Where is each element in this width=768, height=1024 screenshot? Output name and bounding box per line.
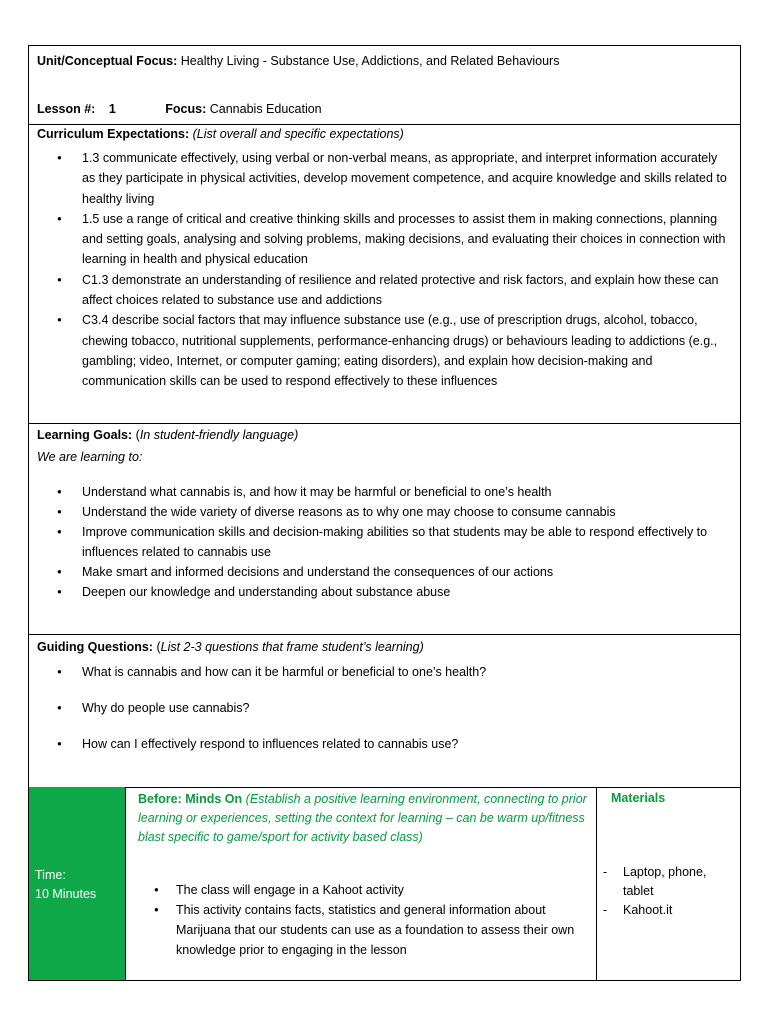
list-item: ● This activity contains facts, statistics and general information about Marijuana that our students can use as a foundation to assess their own knowledge prior to engaging in the lesson	[126, 900, 588, 960]
list-item: ● Deepen our knowledge and understanding about substance abuse	[29, 582, 732, 602]
minds-on-cell	[126, 787, 597, 980]
lesson-line	[37, 102, 322, 116]
curriculum-list	[29, 148, 732, 392]
list-item: ● Improve communication skills and decision-making abilities so that students may be able to respond effectively to influences related to cannabis use	[29, 522, 732, 562]
list-item: ● Understand the wide variety of diverse reasons as to why one may choose to consume cannabis	[29, 502, 732, 522]
goals-label: Learning Goals:	[37, 428, 133, 442]
unit-line	[37, 54, 559, 68]
learning-goals-section	[28, 423, 741, 635]
time-value: 10 Minutes	[35, 887, 97, 901]
goals-intro: We are learning to:	[37, 450, 143, 464]
questions-note: List 2-3 questions that frame student’s learning)	[160, 640, 424, 654]
questions-label: Guiding Questions:	[37, 640, 153, 654]
time-label: Time:	[35, 868, 66, 882]
material-item: Laptop, phone, tablet	[623, 865, 707, 898]
list-item: ● 1.5 use a range of critical and creative thinking skills and processes to assist them in making connections, planning and setting goals, analysing and solving problems, making decisions, and evaluating their choices in connection with learning in health and physical education	[29, 209, 732, 270]
materials-cell: Materials - Laptop, phone, tablet - Kahoot.it	[597, 787, 740, 980]
guiding-questions-section	[28, 634, 741, 788]
focus-label: Focus:	[165, 102, 207, 116]
list-item: ● C1.3 demonstrate an understanding of resilience and related protective and risk factors, and explain how these can affect choices related to substance use and addictions	[29, 270, 732, 311]
questions-list	[29, 662, 732, 770]
list-item: ● Understand what cannabis is, and how it may be harmful or beneficial to one’s health	[29, 482, 732, 502]
before-section	[28, 787, 741, 981]
materials-label: Materials	[611, 791, 666, 805]
unit-label: Unit/Conceptual Focus:	[37, 54, 178, 68]
minds-on-note: (Establish a positive learning environment, connecting to prior learning or experiences, setting the context for learning – can be warm up/fitness blast specific to game/sport for activity based class)	[138, 792, 587, 844]
time-cell	[29, 787, 126, 980]
list-item: ● C3.4 describe social factors that may influence substance use (e.g., use of prescription drugs, alcohol, tobacco, chewing tobacco, nutritional supplements, performance-enhancing drugs) or behaviours leading to addictions (e.g., gambling; video, Internet, or computer gaming; eating disorders), and explain how decision-making and communication skills can be used to respond effectively to these influences	[29, 310, 732, 391]
focus-value: Cannabis Education	[209, 102, 322, 116]
curriculum-section	[28, 123, 741, 424]
lesson-number: 1	[108, 102, 116, 116]
list-item: ● 1.3 communicate effectively, using verbal or non-verbal means, as appropriate, and interpret information accurately as they participate in physical activities, develop movement competence, and acquire knowledge and skills related to healthy living	[29, 148, 732, 209]
lesson-label: Lesson #:	[37, 102, 96, 116]
goals-note: In student-friendly language)	[139, 428, 299, 442]
minds-on-title: Before: Minds On	[138, 792, 243, 806]
curriculum-note: (List overall and specific expectations)	[192, 127, 404, 141]
list-item: ● The class will engage in a Kahoot activity	[126, 880, 588, 900]
material-item: Kahoot.it	[623, 903, 673, 917]
goals-list	[29, 482, 732, 602]
questions-heading: Guiding Questions: (List 2-3 questions that frame student’s learning)	[37, 640, 424, 654]
list-item: ● Make smart and informed decisions and understand the consequences of our actions	[29, 562, 732, 582]
list-item: ● Why do people use cannabis?	[29, 698, 732, 718]
minds-on-list	[126, 880, 588, 960]
list-item: ● How can I effectively respond to influences related to cannabis use?	[29, 734, 732, 754]
list-item: ● What is cannabis and how can it be harmful or beneficial to one’s health?	[29, 662, 732, 682]
curriculum-heading	[37, 127, 404, 141]
unit-value: Healthy Living - Substance Use, Addictions, and Related Behaviours	[180, 54, 560, 68]
goals-heading: Learning Goals: (In student-friendly language)	[37, 428, 299, 442]
curriculum-label: Curriculum Expectations:	[37, 127, 190, 141]
unit-section	[28, 45, 741, 125]
